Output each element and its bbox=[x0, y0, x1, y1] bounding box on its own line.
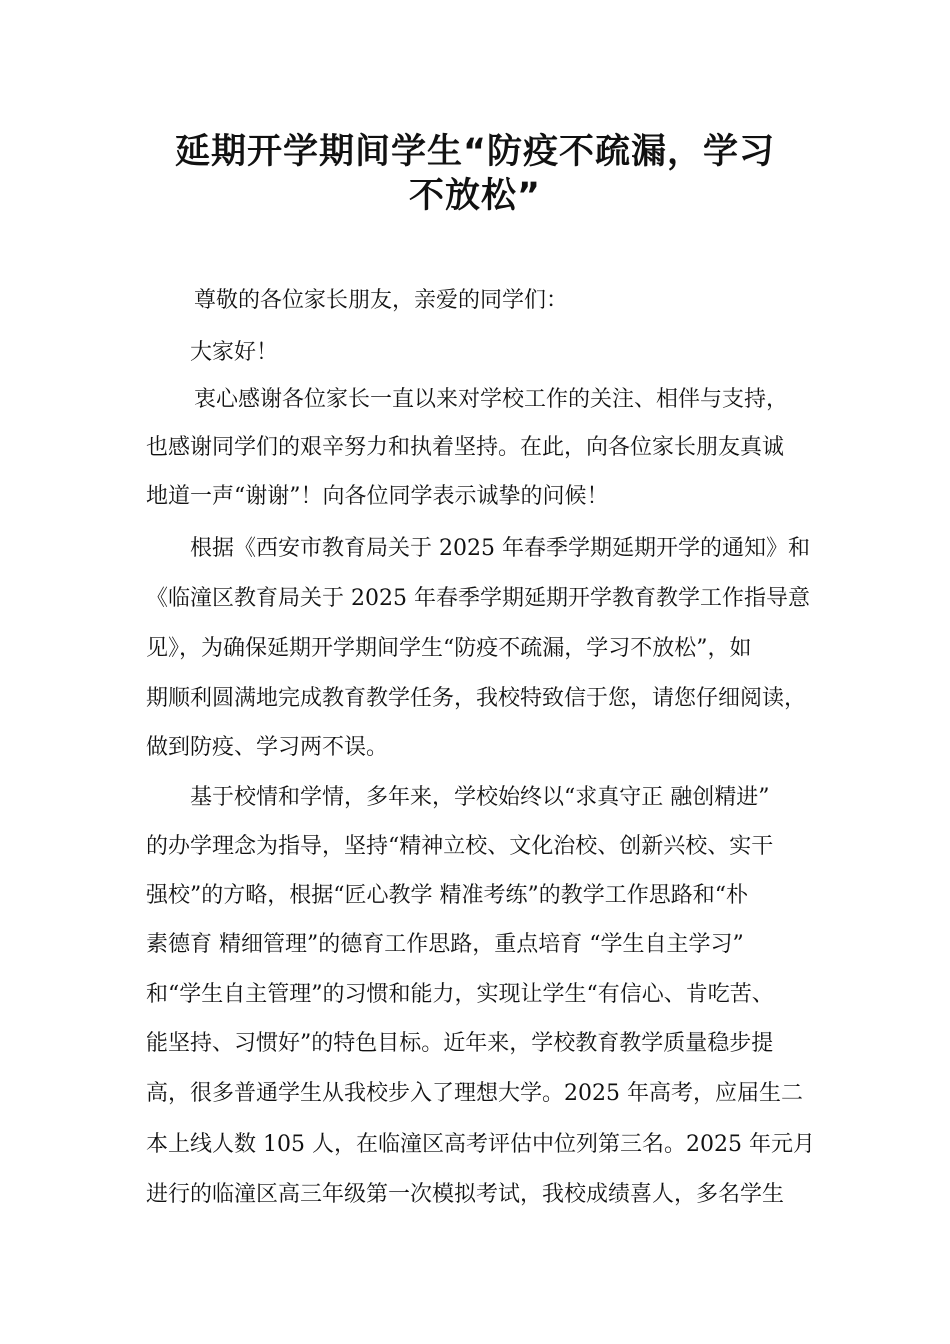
document-title-line-2: 不放松” bbox=[408, 176, 541, 216]
paragraph-line: 做到防疫、学习两不误。 bbox=[146, 735, 389, 760]
paragraph-line: 见》，为确保延期开学期间学生“防疫不疏漏，学习不放松”，如 bbox=[146, 636, 752, 661]
paragraph-line: 能坚持、习惯好”的特色目标。近年来，学校教育教学质量稳步提 bbox=[146, 1031, 774, 1056]
paragraph-line: 素德育 精细管理”的德育工作思路，重点培育 “学生自主学习” bbox=[146, 932, 744, 957]
paragraph-line: 的办学理念为指导，坚持“精神立校、文化治校、创新兴校、实干 bbox=[146, 834, 774, 859]
paragraph-line: 进行的临潼区高三年级第一次模拟考试，我校成绩喜人，多名学生 bbox=[146, 1182, 785, 1207]
paragraph-line: 基于校情和学情，多年来，学校始终以“求真守正 融创精进” bbox=[190, 785, 770, 810]
paragraph-line: 《临潼区教育局关于 2025 年春季学期延期开学教育教学工作指导意 bbox=[146, 586, 810, 611]
paragraph-line: 强校”的方略，根据“匠心教学 精准考练”的教学工作思路和“朴 bbox=[146, 883, 748, 908]
paragraph-line: 期顺利圆满地完成教育教学任务，我校特致信于您，请您仔细阅读， bbox=[146, 686, 807, 711]
greeting: 大家好！ bbox=[190, 340, 279, 365]
paragraph-line: 和“学生自主管理”的习惯和能力，实现让学生“有信心、肯吃苦、 bbox=[146, 982, 774, 1007]
paragraph-line: 也感谢同学们的艰辛努力和执着坚持。在此，向各位家长朋友真诚 bbox=[146, 435, 785, 460]
paragraph-line: 衷心感谢各位家长一直以来对学校工作的关注、相伴与支持， bbox=[194, 387, 789, 412]
paragraph-line: 根据《西安市教育局关于 2025 年春季学期延期开学的通知》和 bbox=[190, 536, 810, 561]
paragraph-line: 本上线人数 105 人，在临潼区高考评估中位列第三名。2025 年元月 bbox=[146, 1132, 815, 1157]
paragraph-line: 地道一声“谢谢”！向各位同学表示诚挚的问候！ bbox=[146, 484, 609, 509]
document-title-line-1: 延期开学期间学生“防疫不疏漏，学习 bbox=[174, 132, 775, 172]
salutation: 尊敬的各位家长朋友，亲爱的同学们： bbox=[194, 288, 569, 313]
paragraph-line: 高，很多普通学生从我校步入了理想大学。2025 年高考，应届生二 bbox=[146, 1081, 803, 1106]
